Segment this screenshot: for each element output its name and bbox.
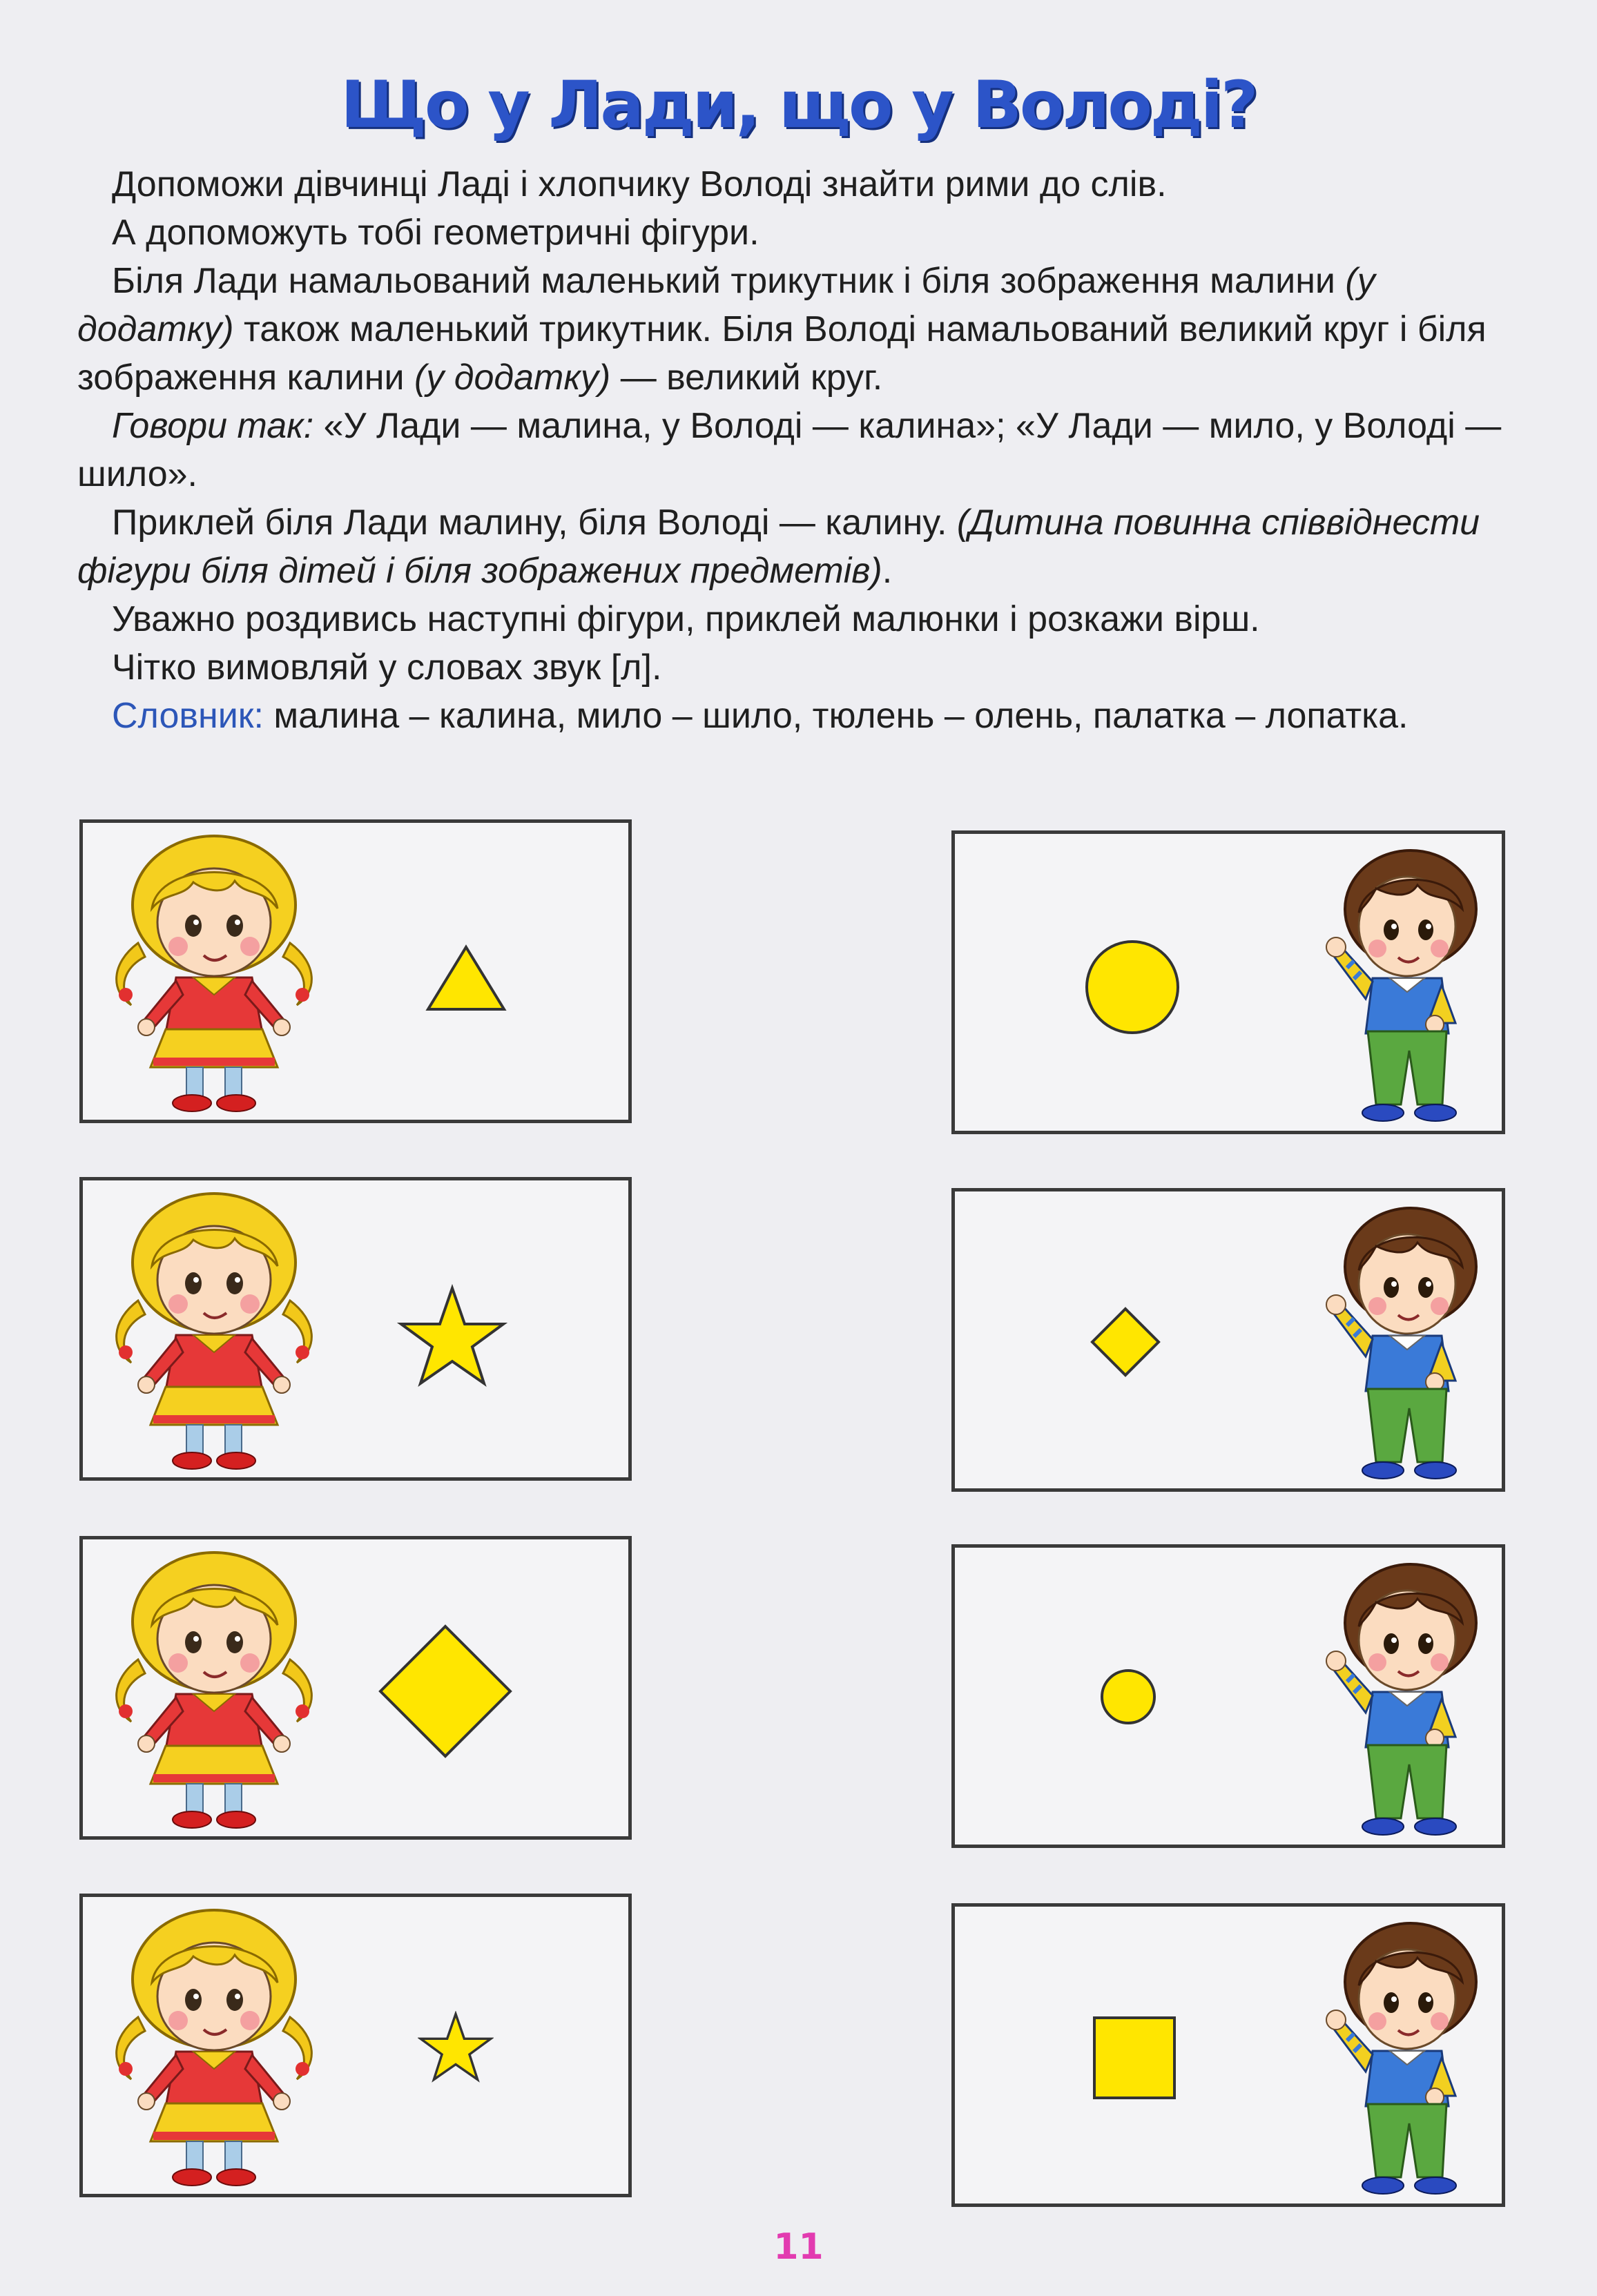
dictionary-label: Словник: [112, 696, 264, 736]
panel-lada-1 [79, 819, 632, 1123]
paragraph-2: А допоможуть тобі геометричні фігури. [112, 213, 759, 253]
panel-volodia-3 [951, 1544, 1505, 1848]
page-number: 11 [773, 2226, 824, 2268]
girl-lada-illustration [97, 1190, 331, 1473]
paragraph-3-text-e: — великий круг. [610, 358, 883, 398]
paragraph-4-lead: Говори так: [112, 406, 314, 446]
paragraph-6: Уважно роздивись наступні фігури, приклей малюнки і розкажи вірш. [112, 599, 1260, 639]
panel-lada-3 [79, 1536, 632, 1840]
boy-volodia-illustration [1314, 1916, 1493, 2199]
panel-lada-4 [79, 1894, 632, 2197]
paragraph-8-dictionary [77, 692, 1512, 740]
girl-lada-illustration [97, 1549, 331, 1832]
paragraph-3-appendix-note-2: (у додатку) [414, 358, 611, 398]
small-circle-shape [1098, 1667, 1158, 1726]
girl-lada-illustration [97, 1907, 331, 2190]
panel-volodia-2 [951, 1188, 1505, 1492]
panel-volodia-4 [951, 1903, 1505, 2207]
paragraph-5-period: . [882, 551, 893, 591]
boy-volodia-illustration [1314, 1201, 1493, 1484]
paragraph-3-text-c: також маленький трикутник. Біля Володі намальований великий круг і біля зображення калини [77, 309, 1487, 398]
instructions-text [77, 160, 1512, 740]
boy-volodia-illustration [1314, 1557, 1493, 1840]
square-shape [1092, 2015, 1177, 2101]
panel-volodia-1 [951, 830, 1505, 1134]
large-diamond-shape [376, 1622, 514, 1760]
small-triangle-shape [421, 940, 511, 1016]
boy-volodia-illustration [1314, 844, 1493, 1127]
page-title: Що у Лади, що у Володі? [340, 68, 1257, 143]
large-circle-shape [1083, 937, 1182, 1037]
small-star-shape [418, 2011, 494, 2083]
paragraph-5 [77, 498, 1512, 595]
paragraph-3 [77, 257, 1512, 402]
paragraph-4-text: «У Лади — малина, у Володі — калина»; «У Лади — мило, у Володі — шило». [77, 406, 1502, 494]
paragraph-5-teacher-note: (Дитина повинна співвіднести фігури біля дітей і біля зображених предметів) [77, 503, 1480, 591]
girl-lada-illustration [97, 833, 331, 1116]
paragraph-4 [77, 402, 1512, 498]
large-star-shape [397, 1284, 507, 1388]
dictionary-text: малина – калина, мило – шило, тюлень – олень, палатка – лопатка. [263, 696, 1409, 736]
small-diamond-shape [1090, 1306, 1161, 1378]
paragraph-3-appendix-note-1: (у додатку) [77, 261, 1375, 349]
paragraph-1: Допоможи дівчинці Ладі і хлопчику Володі знайти рими до слів. [112, 164, 1167, 204]
paragraph-5-text: Приклей біля Лади малину, біля Володі — калину. [112, 503, 957, 543]
paragraph-3-text-a: Біля Лади намальований маленький трикутник і біля зображення малини [112, 261, 1335, 301]
paragraph-7: Чітко вимовляй у словах звук [л]. [112, 648, 662, 688]
panel-lada-2 [79, 1177, 632, 1481]
